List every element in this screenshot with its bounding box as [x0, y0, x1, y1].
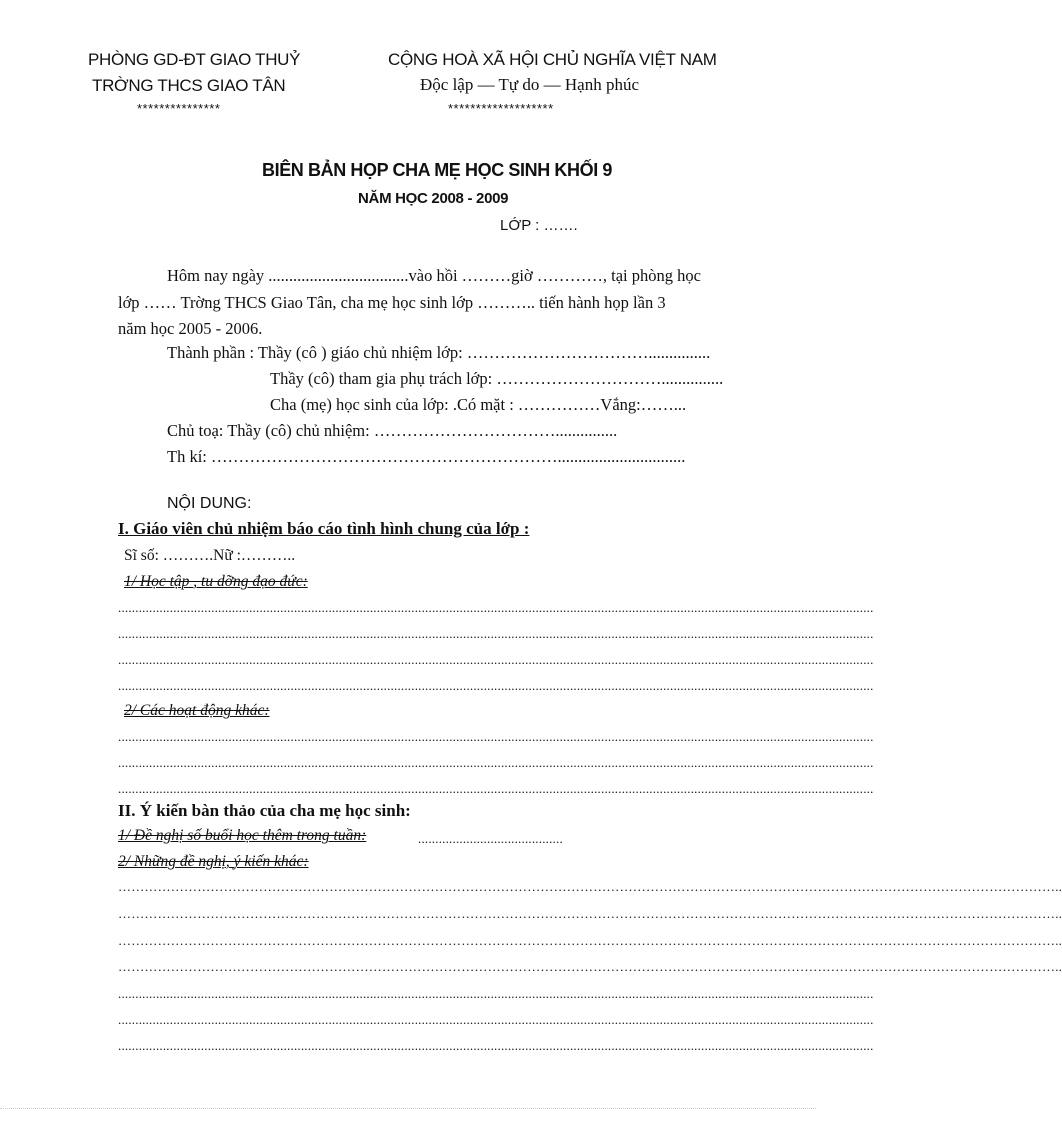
blank-line: ...........................................................................................................................................................................................................................	[118, 652, 874, 667]
participants-line-3: Cha (mẹ) học sinh của lớp: .Có mặt : ……………Vắng:……...	[270, 395, 687, 414]
subsection-1-1: 1/ Học tập , tu dỡng đạo đức:	[124, 573, 308, 590]
page-bottom-rule	[0, 1108, 816, 1109]
national-motto: Độc lập — Tự do — Hạnh phúc	[420, 75, 639, 94]
content-heading: NỘI DUNG:	[167, 495, 252, 512]
blank-line: ...........................................................................................................................................................................................................................	[118, 600, 874, 615]
school-name: TRỜNG THCS GIAO TÂN	[92, 76, 286, 95]
right-stars: *******************	[448, 101, 554, 116]
intro-line-3: năm học 2005 - 2006.	[118, 319, 263, 338]
class-label: LỚP : …….	[500, 217, 578, 234]
intro-line-2: lớp …… Trờng THCS Giao Tân, cha mẹ học sinh lớp ……….. tiến hành họp lần 3	[118, 293, 666, 312]
intro-line-1: Hôm nay ngày ..................................vào hồi ………giờ …………, tại phòng học	[167, 266, 701, 285]
blank-line: ...........................................................................................................................................................................................................................	[118, 1038, 874, 1053]
blank-line: ...........................................................................................................................................................................................................................	[118, 729, 874, 744]
chairperson-line: Chủ toạ: Thầy (cô) chủ nhiệm: ……………………………...............	[167, 421, 618, 440]
participants-line-2: Thầy (cô) tham gia phụ trách lớp: …………………………...............	[270, 369, 724, 388]
blank-line: ……………………………………………………………………………………………………………………………………………………………………………………………..	[118, 879, 1062, 894]
blank-line: ……………………………………………………………………………………………………………………………………………………………………………………………..	[118, 933, 1062, 948]
subsection-2-1: 1/ Đề nghị số buổi học thêm trong tuần:	[118, 827, 367, 844]
blank-line: ……………………………………………………………………………………………………………………………………………………………………………………………..	[118, 959, 1062, 974]
secretary-line: Th kí: ………………………………………………………...............................	[167, 447, 686, 466]
blank-line: ...........................................................................................................................................................................................................................	[118, 678, 874, 693]
blank-line: ..........................................	[418, 831, 563, 846]
office-name: PHÒNG GD-ĐT GIAO THUỶ	[88, 50, 301, 69]
subsection-2-2: 2/ Những đề nghị, ý kiến khác:	[118, 853, 309, 870]
document-title: BIÊN BẢN HỌP CHA MẸ HỌC SINH KHỐI 9	[262, 160, 613, 180]
blank-line: ...........................................................................................................................................................................................................................	[118, 986, 874, 1001]
section-1-title: I. Giáo viên chủ nhiệm báo cáo tình hình chung của lớp :	[118, 519, 530, 538]
class-size-line: Sĩ số: ……….Nữ :………..	[124, 547, 296, 564]
blank-line: ...........................................................................................................................................................................................................................	[118, 626, 874, 641]
participants-line-1: Thành phần : Thầy (cô ) giáo chủ nhiệm lớp: ……………………………...............	[167, 343, 711, 362]
national-title: CỘNG HOÀ XÃ HỘI CHỦ NGHĨA VIỆT NAM	[388, 50, 717, 69]
blank-line: ...........................................................................................................................................................................................................................	[118, 755, 874, 770]
blank-line: ...........................................................................................................................................................................................................................	[118, 1012, 874, 1027]
blank-line: ……………………………………………………………………………………………………………………………………………………………………………………………..	[118, 906, 1062, 921]
blank-line: ...........................................................................................................................................................................................................................	[118, 781, 874, 796]
school-year: NĂM HỌC 2008 - 2009	[358, 190, 509, 207]
subsection-1-2: 2/ Các hoạt động khác:	[124, 702, 270, 719]
section-2-title: II. Ý kiến bàn thảo của cha mẹ học sinh:	[118, 801, 411, 820]
left-stars: ***************	[137, 101, 221, 116]
